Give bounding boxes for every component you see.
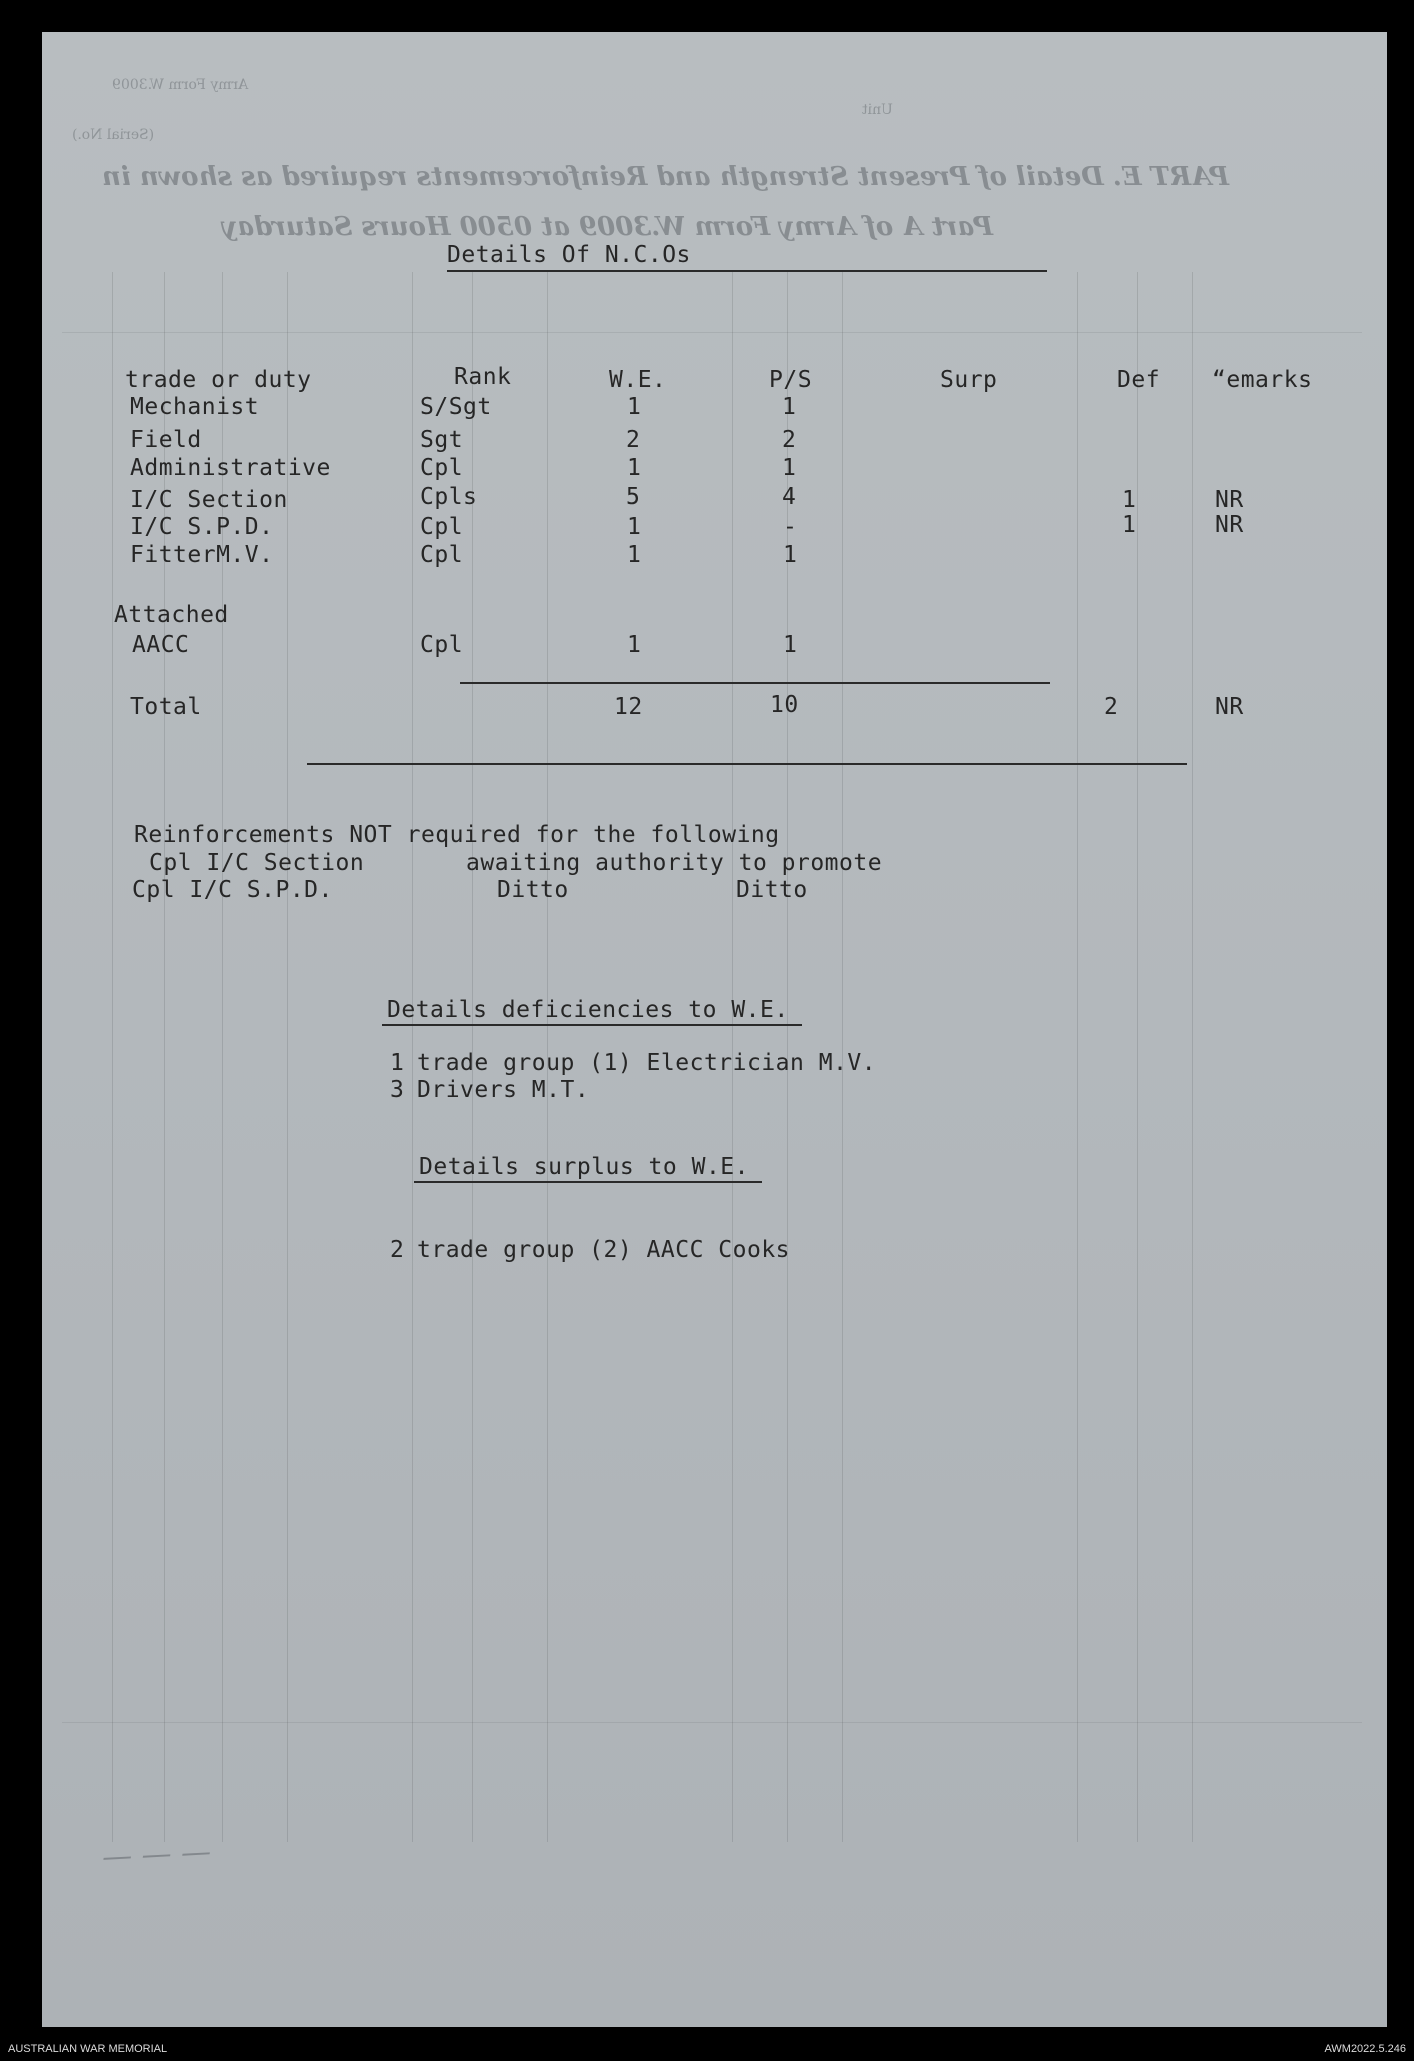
footer-accession-number: AWM2022.5.246 xyxy=(1324,2043,1406,2055)
total-rule xyxy=(307,763,1187,765)
document-page xyxy=(42,32,1387,2027)
table-row-we: 1 xyxy=(627,542,642,568)
attached-label: Attached xyxy=(114,602,229,628)
table-row-ps: 1 xyxy=(782,455,797,481)
reinforcements-line3-left: Cpl I/C S.P.D. xyxy=(132,877,333,903)
surplus-heading: Details surplus to W.E. xyxy=(419,1154,749,1180)
footer-archive-name: AUSTRALIAN WAR MEMORIAL xyxy=(8,2043,168,2055)
table-row-rank: Cpl xyxy=(420,542,464,568)
col-header-trade: trade or duty xyxy=(125,367,312,393)
subtotal-rule xyxy=(460,682,1050,684)
table-row-def: 1 xyxy=(1122,487,1137,513)
table-row-trade: I/C Section xyxy=(130,487,288,513)
table-row-we: 1 xyxy=(627,455,642,481)
col-header-we: W.E. xyxy=(609,367,667,393)
table-row-rank: Cpl xyxy=(420,514,464,540)
table-row-trade: Mechanist xyxy=(130,394,260,420)
reverse-title-line2: Part A of Army Form W.3009 at 0500 Hours Saturday xyxy=(222,212,993,242)
table-row-we: 1 xyxy=(627,394,642,420)
table-row-def: 1 xyxy=(1122,512,1137,538)
total-label: Total xyxy=(130,694,202,720)
reinforcements-line2-left: Cpl I/C Section xyxy=(149,850,365,876)
col-header-rank: Rank xyxy=(454,364,512,390)
deficiencies-heading: Details deficiencies to W.E. xyxy=(387,997,789,1023)
form-grid-line xyxy=(1077,272,1078,1842)
table-row-trade: Field xyxy=(130,427,202,453)
form-grid-line xyxy=(1192,272,1193,1842)
reinforcements-line1: Reinforcements NOT required for the following xyxy=(134,822,780,848)
reverse-title-line1: PART E. Detail of Present Strength and Reinforcements required as shown in xyxy=(102,162,1230,192)
reverse-form-id: Army Form W.3009 xyxy=(112,77,249,93)
table-row-trade: Administrative xyxy=(130,455,331,481)
col-header-remarks: “emarks xyxy=(1212,367,1313,393)
form-grid-line xyxy=(412,272,413,1842)
surplus-qty: 2 xyxy=(390,1237,405,1263)
surplus-underline xyxy=(414,1181,762,1183)
table-row-remarks: NR xyxy=(1215,487,1244,513)
attached-trade: AACC xyxy=(132,632,190,658)
form-grid-line xyxy=(62,1722,1362,1723)
total-remarks: NR xyxy=(1215,694,1244,720)
col-header-def: Def xyxy=(1117,367,1161,393)
form-grid-line xyxy=(112,272,113,1842)
table-row-ps: 4 xyxy=(782,484,797,510)
total-we: 12 xyxy=(614,694,643,720)
reinforcements-line2-right: awaiting authority to promote xyxy=(466,850,883,876)
table-row-ps: 2 xyxy=(782,427,797,453)
table-row-we: 1 xyxy=(627,514,642,540)
page-title: Details Of N.C.Os xyxy=(447,242,691,268)
table-row-trade: I/C S.P.D. xyxy=(130,514,274,540)
attached-ps: 1 xyxy=(783,632,798,658)
table-row-remarks: NR xyxy=(1215,512,1244,538)
deficiency-item: Drivers M.T. xyxy=(417,1077,590,1103)
attached-rank: Cpl xyxy=(420,632,464,658)
table-row-trade: FitterM.V. xyxy=(130,542,274,568)
table-row-rank: Cpls xyxy=(420,484,478,510)
total-def: 2 xyxy=(1104,694,1119,720)
table-row-ps: 1 xyxy=(783,542,798,568)
table-row-rank: Cpl xyxy=(420,455,464,481)
deficiency-item: trade group (1) Electrician M.V. xyxy=(417,1050,877,1076)
deficiencies-underline xyxy=(382,1024,802,1026)
table-row-we: 2 xyxy=(626,427,641,453)
table-row-ps: - xyxy=(783,514,798,540)
table-row-rank: Sgt xyxy=(420,427,464,453)
table-row-rank: S/Sgt xyxy=(420,394,492,420)
attached-we: 1 xyxy=(627,632,642,658)
deficiency-qty: 1 xyxy=(390,1050,405,1076)
table-row-we: 5 xyxy=(626,484,641,510)
archive-footer xyxy=(0,2031,1414,2061)
col-header-surp: Surp xyxy=(940,367,998,393)
reinforcements-line3-mid: Ditto xyxy=(497,877,569,903)
surplus-item: trade group (2) AACC Cooks xyxy=(417,1237,791,1263)
reverse-signature-mark: — — — xyxy=(101,1834,212,1875)
total-ps: 10 xyxy=(770,692,799,718)
reverse-unit: Unit xyxy=(862,102,893,118)
table-row-ps: 1 xyxy=(782,394,797,420)
form-grid-line xyxy=(62,332,1362,333)
title-underline xyxy=(447,270,1047,272)
reverse-serial: (Serial No.) xyxy=(72,127,155,143)
reinforcements-line3-right: Ditto xyxy=(736,877,808,903)
col-header-ps: P/S xyxy=(769,367,813,393)
deficiency-qty: 3 xyxy=(390,1077,405,1103)
form-grid-line xyxy=(1137,272,1138,1842)
